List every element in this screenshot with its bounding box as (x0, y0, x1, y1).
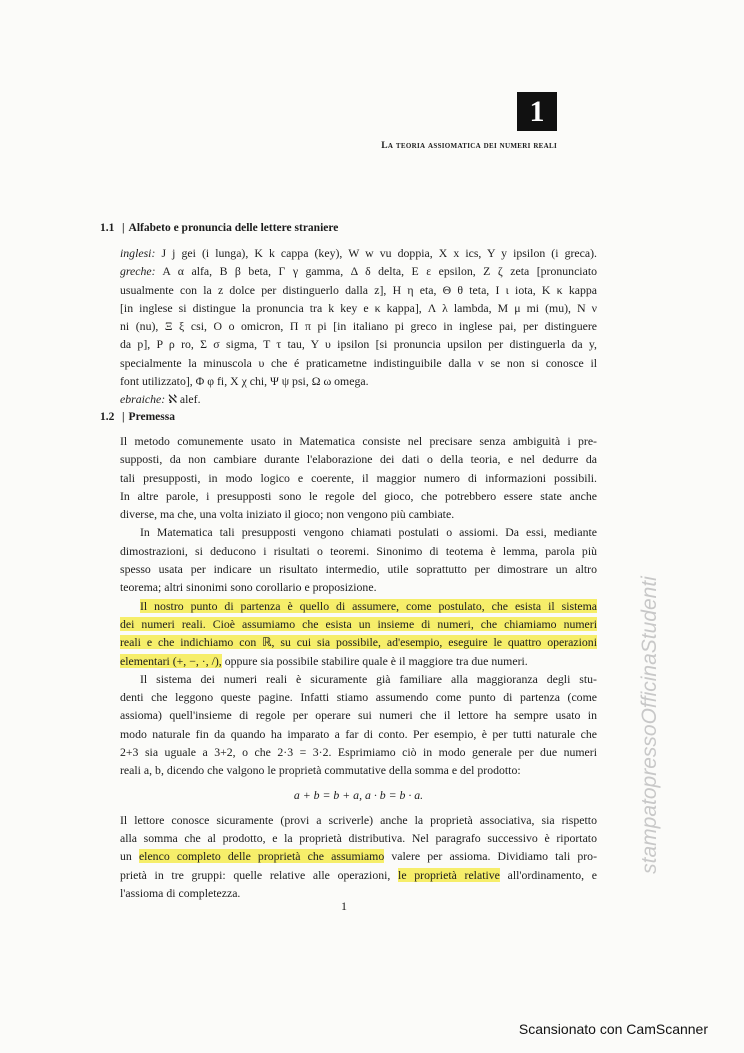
text: usualmente con la z dolce per distinguerlo dalla z], H η eta, Θ θ teta, I ι iota, K κ kappa (120, 282, 597, 297)
text-line (120, 633, 597, 651)
section-number: 1.2 (100, 411, 115, 423)
text-line (120, 615, 597, 633)
text: denti che leggono queste pagine. Infatti stiamo assumendo come punto di partenza (come (120, 690, 597, 705)
section-title: Alfabeto e pronuncia delle lettere straniere (128, 222, 339, 234)
section-heading-1-1 (100, 222, 338, 234)
heading-divider: | (122, 222, 125, 234)
text: Il metodo comunemente usato in Matematica consiste nel precisare senza ambiguità i pre- (120, 434, 597, 448)
text: ni (nu), Ξ ξ csi, O o omicron, Π π pi [in italiano pi greco in inglese pai, per distinguere (120, 319, 597, 334)
category-label: greche: (120, 264, 156, 279)
page-number: 1 (341, 899, 347, 913)
text-line (120, 432, 597, 450)
text-line (120, 299, 597, 317)
chapter-title: La teoria assiomatica dei numeri reali (381, 141, 557, 151)
section-title: Premessa (128, 411, 175, 423)
text-line (120, 281, 597, 299)
text: valere per assioma. Dividiamo tali pro- (384, 849, 597, 864)
text-line (120, 811, 597, 829)
section-number: 1.1 (100, 222, 115, 234)
text: modo naturale fin da quando ha imparato a far di conto. Per esempio, è per tutti naturale che (120, 726, 597, 741)
text: dimostrazioni, si deducono i risultati o teoremi. Sinonimo di teotema è lemma, parola più (120, 543, 597, 558)
text-line (120, 597, 597, 615)
scanner-footer: Scansionato con CamScanner (518, 1021, 708, 1037)
text: l'assioma di completezza. (120, 885, 241, 900)
text-line (120, 390, 597, 408)
text: font utilizzato], Φ φ fi, X χ chi, Ψ ψ psi, Ω ω omega. (120, 374, 369, 389)
text: spesso usata per indicare un risultato intermedio, utile soprattutto per dimostrare un altro (120, 562, 597, 577)
text-line (120, 487, 597, 505)
formula (120, 780, 597, 811)
text-line (120, 335, 597, 353)
text-line (120, 542, 597, 560)
text-line (120, 725, 597, 743)
text: a + b = b + a, a · b = b · a. (293, 787, 424, 802)
text-line (120, 761, 597, 779)
heading-divider: | (122, 411, 125, 423)
text-line (120, 866, 597, 884)
text-line (120, 244, 597, 262)
text: da p], P ρ ro, Σ σ sigma, T τ tau, Y υ ipsilon [si pronuncia upsilon per distinguerla da y, (120, 337, 597, 352)
text-line (120, 743, 597, 761)
text: specialmente la minuscola υ che é praticametne indistinguibile dalla v se non si conosce il (120, 355, 597, 370)
text-line (120, 469, 597, 487)
text-line (120, 317, 597, 335)
highlighted-text: Cioè assumiamo che esista un insieme di numeri, che chiamiamo numeri (205, 616, 597, 631)
category-label: ebraiche: (120, 392, 166, 407)
text: tali presupposti, in modo logico e coerente, il maggior numero di informazioni possibili. (120, 470, 597, 485)
highlighted-text: dei numeri reali. (120, 616, 206, 631)
text-line (120, 847, 597, 865)
text-line (120, 505, 597, 523)
text: oppure sia possibile stabilire quale è il maggiore tra due numeri. (221, 653, 528, 668)
text: In Matematica tali presupposti vengono chiamati postulati o assiomi. Da essi, mediante (140, 525, 597, 540)
text-line (120, 560, 597, 578)
chapter-number-box (517, 92, 557, 131)
highlighted-text: elementari (+, −, ·, /), (120, 653, 222, 668)
text: Il lettore conosce sicuramente (provi a scriverle) anche la proprietà associativa, sia rispetto (120, 812, 597, 827)
text-line (120, 354, 597, 372)
text-line (120, 450, 597, 468)
text: [in inglese si distingue la pronuncia tra k key e κ kappa], Λ λ lambda, M μ mi (mu), N ν (120, 300, 597, 315)
text-line (120, 652, 597, 670)
section-body-1-2 (120, 432, 597, 902)
text-line (120, 670, 597, 688)
watermark: stampatopressoOfficinaStudenti (638, 576, 661, 874)
section-body-1-1 (120, 244, 597, 409)
text-line (120, 706, 597, 724)
text-line (120, 884, 597, 902)
highlighted-text: le proprietà relative (398, 867, 500, 882)
text: prietà in tre gruppi: quelle relative alle operazioni, (120, 867, 399, 882)
text: all'ordinamento, e (499, 867, 597, 882)
text: 2+3 sia uguale a 3+2, o che 2·3 = 3·2. Esprimiamo ciò in modo generale per due numeri (120, 745, 597, 760)
highlighted-text: reali e che indichiamo con ℝ, su cui sia possibile, ad'esempio, eseguire le quattro operazioni (120, 635, 597, 650)
text: ℵ alef. (165, 392, 201, 407)
category-label: inglesi: (120, 246, 156, 260)
text: J j gei (i lunga), K k cappa (key), W w vu doppia, X x ics, Y y ipsilon (i greca). (155, 246, 597, 260)
text-line (120, 372, 597, 390)
text: alla somma che al prodotto, e la proprietà distributiva. Nel paragrafo successivo è riportato (120, 830, 597, 845)
section-heading-1-2 (100, 411, 175, 423)
text: In altre parole, i presupposti sono le regole del gioco, che potrebbero essere state anche (120, 488, 597, 503)
text-line (120, 523, 597, 541)
text: Il sistema dei numeri reali è sicuramente già familiare alla maggioranza degli stu- (140, 671, 597, 686)
text-line (120, 829, 597, 847)
text-line (120, 578, 597, 596)
chapter-number: 1 (529, 95, 545, 128)
text-line (120, 688, 597, 706)
text: A α alfa, B β beta, Γ γ gamma, Δ δ delta, E ε epsilon, Z ζ zeta [pronunciato (155, 264, 597, 279)
text: assioma) quell'insieme di regole per operare sui numeri che il lettore ha sempre usato in (120, 708, 597, 723)
text-line (120, 262, 597, 280)
text: supposti, da non cambiare durante l'elaborazione dei dati o della teoria, e nel dedurre da (120, 452, 597, 467)
highlighted-text: elenco completo delle proprietà che assumiamo (138, 849, 385, 864)
text: teorema; altri sinonimi sono corollario e proposizione. (120, 580, 377, 595)
text: diverse, ma che, una volta iniziato il gioco; non vengono più cambiate. (120, 507, 455, 522)
highlighted-text: Il nostro punto di partenza è quello di assumere, come postulato, che esista il sistema (140, 598, 597, 613)
text: un (120, 849, 139, 864)
text: reali a, b, dicendo che valgono le proprietà commutative della somma e del prodotto: (120, 763, 521, 778)
